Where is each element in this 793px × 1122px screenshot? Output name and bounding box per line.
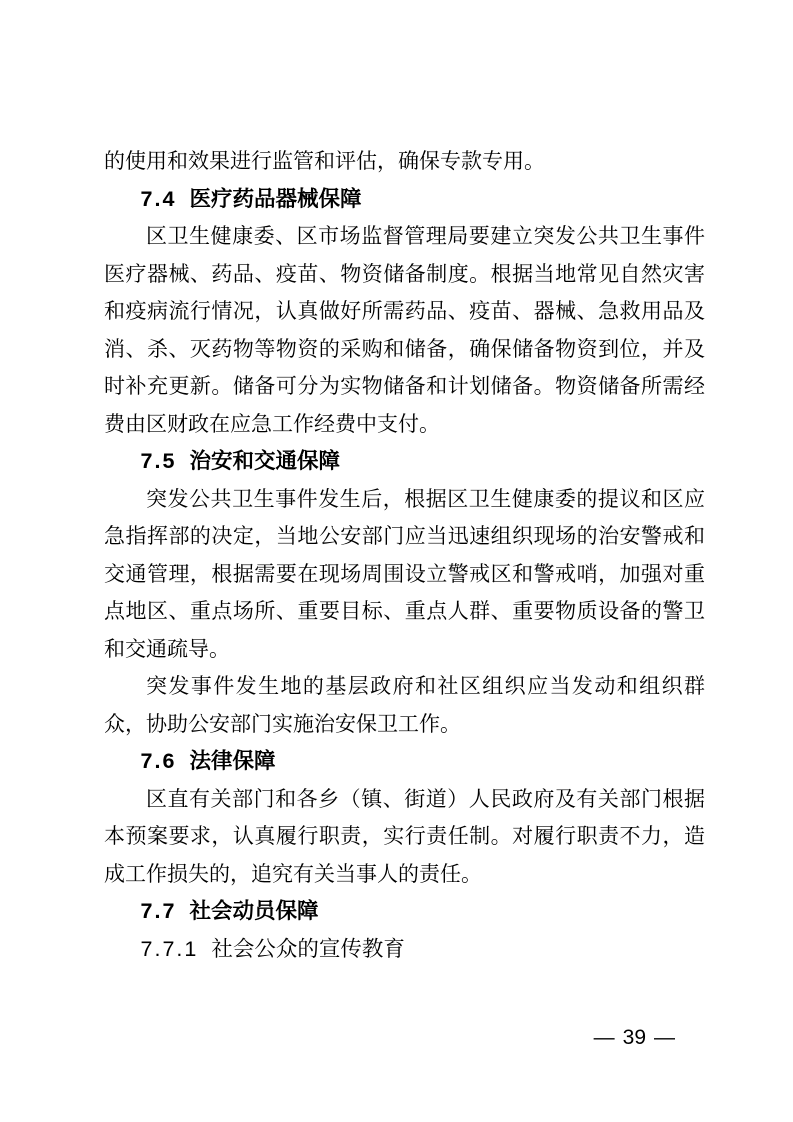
- heading-title: 治安和交通保障: [189, 449, 340, 473]
- page-number-dash-left: —: [593, 1026, 615, 1049]
- text-line: 医疗器械、药品、疫苗、物资储备制度。根据当地常见自然灾害: [104, 262, 705, 286]
- section-heading-7-5: [104, 443, 705, 481]
- text-line: 点地区、重点场所、重要目标、重点人群、重要物质设备的警卫: [104, 600, 705, 623]
- text-line: 成工作损失的，追究有关当事人的责任。: [104, 862, 482, 886]
- heading-title: 社会公众的宣传教育: [211, 936, 405, 961]
- section-heading-7-7: [104, 893, 705, 931]
- paragraph: [104, 668, 705, 743]
- paragraph: [104, 218, 705, 443]
- paragraph: [104, 781, 705, 894]
- heading-number: 7.7.1: [140, 936, 199, 961]
- text-line: 时补充更新。储备可分为实物储备和计划储备。物资储备所需经: [104, 375, 705, 398]
- paragraph: [104, 143, 705, 181]
- heading-number: 7.5: [140, 449, 177, 473]
- heading-title: 医疗药品器械保障: [189, 186, 362, 211]
- page-content: [104, 143, 705, 968]
- page-number-value: 39: [622, 1026, 646, 1049]
- text-line: 交通管理，根据需要在现场周围设立警戒区和警戒哨，加强对重: [104, 562, 705, 586]
- page-number-dash-right: —: [654, 1026, 675, 1049]
- heading-number: 7.4: [140, 186, 177, 211]
- text-line: 费由区财政在应急工作经费中支付。: [104, 412, 440, 436]
- subsection-heading-7-7-1: [104, 931, 705, 969]
- text-line: 和交通疏导。: [104, 637, 230, 661]
- heading-title: 社会动员保障: [189, 899, 319, 923]
- heading-number: 7.7: [140, 899, 177, 923]
- page-number: [594, 1026, 675, 1050]
- text-line: 的使用和效果进行监管和评估，确保专款专用。: [104, 150, 545, 173]
- text-line: 突发公共卫生事件发生后，根据区卫生健康委的提议和区应: [146, 487, 705, 511]
- section-heading-7-4: [104, 181, 705, 219]
- text-line: 区直有关部门和各乡（镇、街道）人民政府及有关部门根据: [146, 787, 705, 811]
- section-heading-7-6: [104, 743, 705, 781]
- text-line: 消、杀、灭药物等物资的采购和储备，确保储备物资到位，并及: [104, 337, 705, 361]
- text-line: 急指挥部的决定，当地公安部门应当迅速组织现场的治安警戒和: [104, 525, 705, 548]
- text-line: 区卫生健康委、区市场监督管理局要建立突发公共卫生事件: [146, 225, 705, 248]
- text-line: 众，协助公安部门实施治安保卫工作。: [104, 712, 461, 736]
- text-line: 本预案要求，认真履行职责，实行责任制。对履行职责不力，造: [104, 825, 705, 848]
- heading-title: 法律保障: [189, 749, 276, 773]
- heading-number: 7.6: [140, 749, 177, 773]
- text-line: 和疫病流行情况，认真做好所需药品、疫苗、器械、急救用品及: [104, 300, 705, 323]
- text-line: 突发事件发生地的基层政府和社区组织应当发动和组织群: [146, 675, 705, 698]
- paragraph: [104, 481, 705, 669]
